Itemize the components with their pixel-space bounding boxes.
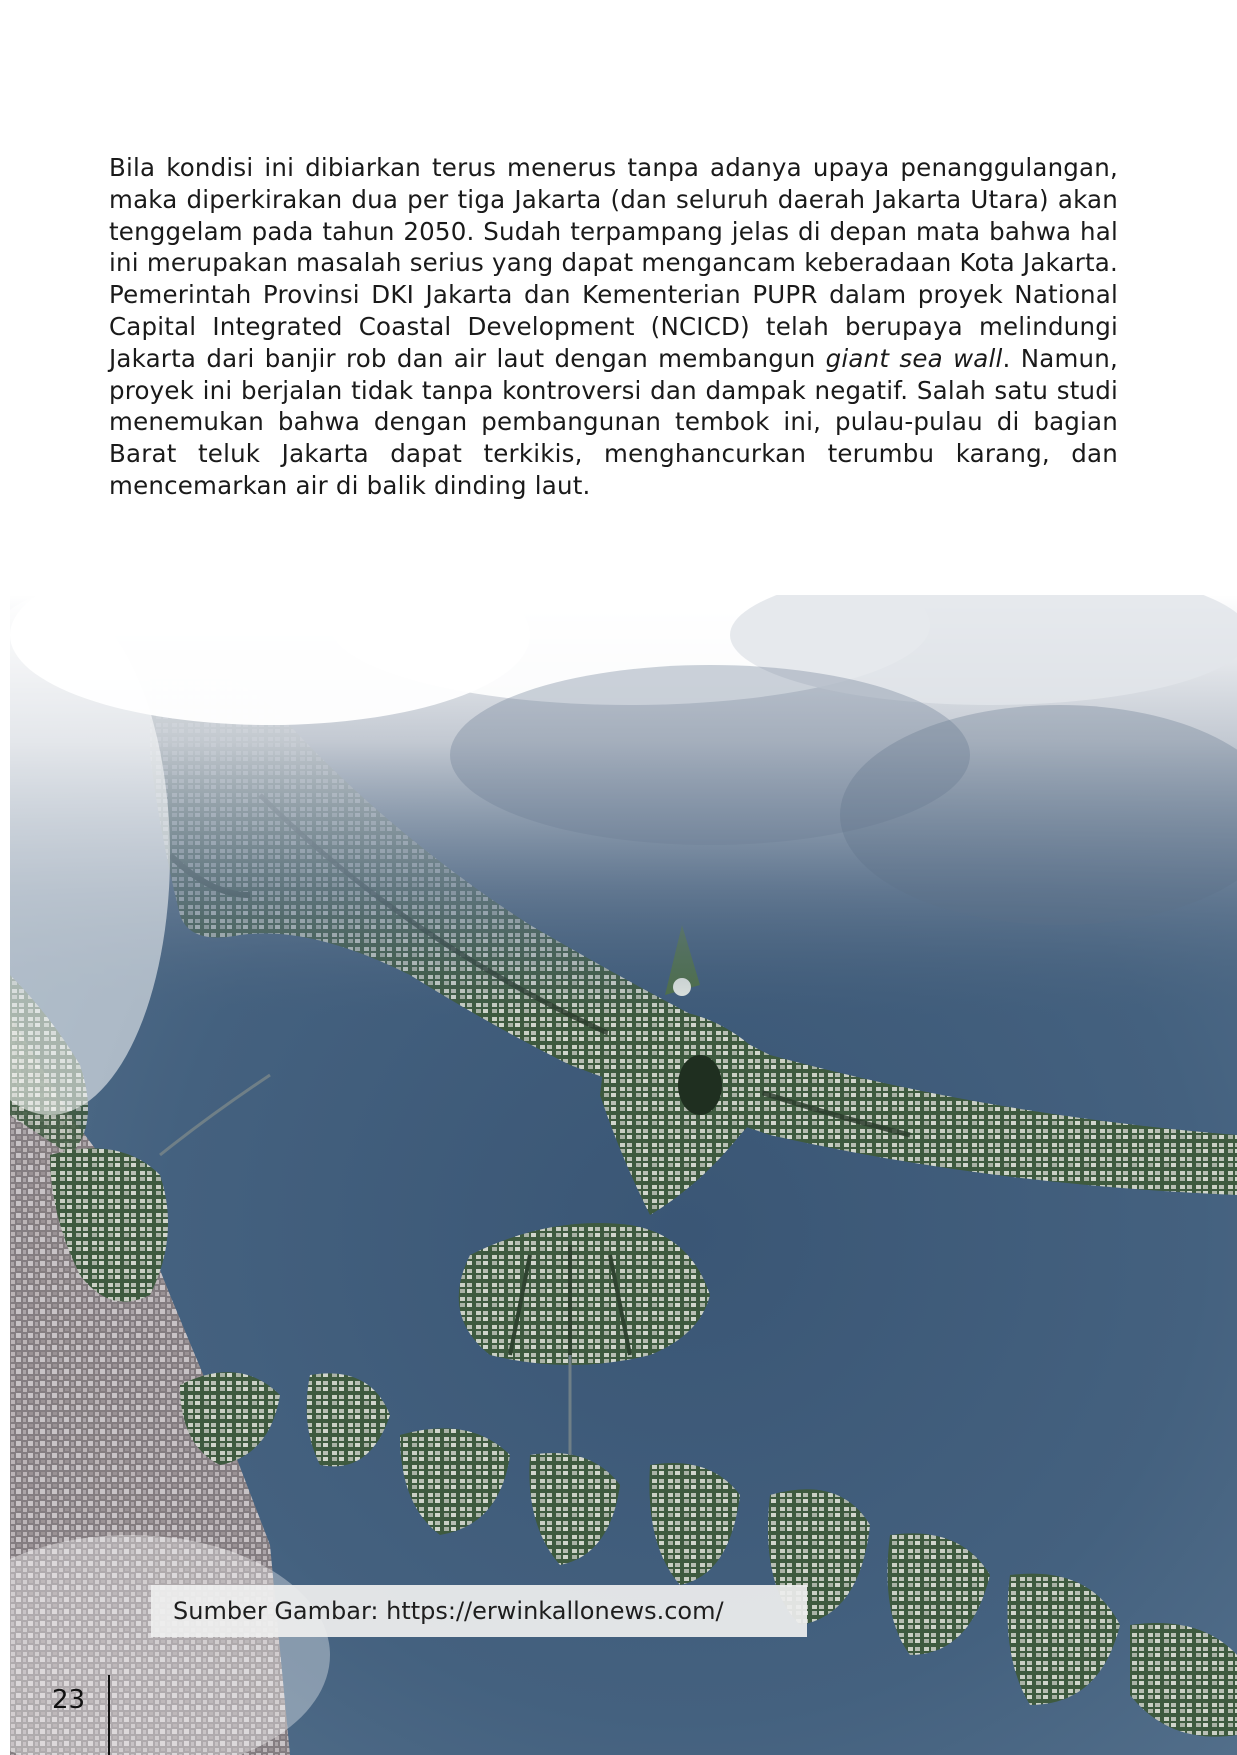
caption-text: Sumber Gambar: https://erwinkallonews.com/ (173, 1597, 724, 1625)
body-paragraph (109, 152, 1118, 502)
image-caption (151, 1585, 807, 1637)
aerial-masterplan-icon (10, 595, 1237, 1755)
paragraph-part-2: . Namun, proyek ini berjalan tidak tanpa kontroversi dan dampak negatif. Salah satu studi menemukan bahwa dengan pembangunan tembok ini, pulau-pulau di bagian Barat teluk Jakarta dapat terkikis, menghancurkan terumbu karang, dan mencemarkan air di balik dinding laut. (109, 343, 1118, 500)
aerial-masterplan-image (10, 595, 1237, 1755)
paragraph-part-1: Bila kondisi ini dibiarkan terus menerus tanpa adanya upaya penanggulangan, maka diperkirakan dua per tiga Jakarta (dan seluruh daerah Jakarta Utara) akan tenggelam pada tahun 2050. Sudah terpampang jelas di depan mata bahwa hal ini merupakan masalah serius yang dapat mengancam keberadaan Kota Jakarta. Pemerintah Provinsi DKI Jakarta dan Kementerian PUPR dalam proyek National Capital Integrated Coastal Development (NCICD) telah berupaya melindungi Jakarta dari banjir rob dan air laut dengan membangun (109, 153, 1118, 373)
paragraph-text (109, 152, 1118, 502)
page-number: 23 (52, 1685, 86, 1715)
page-number-divider (108, 1675, 110, 1755)
paragraph-emphasis: giant sea wall (825, 343, 1003, 373)
